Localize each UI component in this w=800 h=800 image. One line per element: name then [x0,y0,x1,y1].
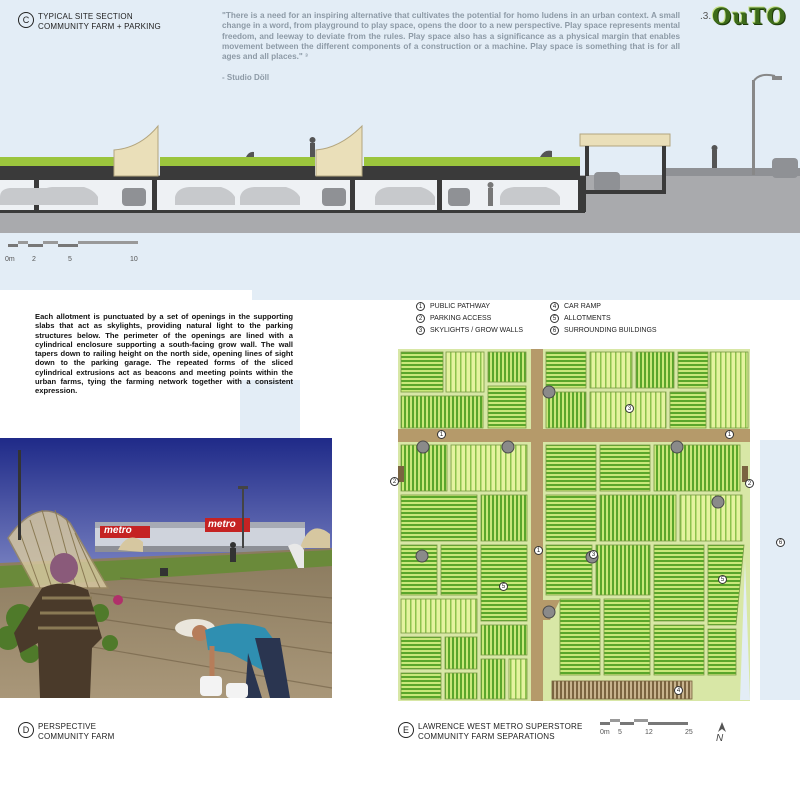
section-title-line2: COMMUNITY FARM + PARKING [38,22,161,31]
quote-text: "There is a need for an inspiring alternative that cultivates the potential for homo ludens in an urban context. A small change in a word, from playground to play space, opens the door to a new perspective. Play space represents mental freedom, and leeway to deviate from the rules. Play space also has a significance as a physical margin that enables movement between the different components of a construction or a machine. Play space is something that is for all ages and all places." ³ [222,11,680,62]
legend-num: 2 [416,314,425,323]
marker-public-pathway: 1 [725,430,734,439]
perspective-title-line1: PERSPECTIVE [38,722,97,731]
store-sign: metro [104,525,132,536]
section-scale-10: 10 [130,256,138,263]
plan-scale-12: 12 [645,729,653,736]
perspective-tag-d: D [18,722,34,738]
legend-num: 6 [550,326,559,335]
north-arrow-icon: N [716,733,724,744]
section-scale-5: 5 [68,256,72,263]
perspective-title-line2: COMMUNITY FARM [38,732,115,741]
legend-label: ALLOTMENTS [564,315,611,322]
plan-title [418,722,583,742]
marker-skylight: 3 [625,404,634,413]
legend-label: PARKING ACCESS [430,315,492,322]
section-title-line1: TYPICAL SITE SECTION [38,12,133,21]
plan-tag-e: E [398,722,414,738]
marker-public-pathway: 1 [437,430,446,439]
legend-num: 3 [416,326,425,335]
plan-scale-0: 0m [600,729,610,736]
legend-num: 4 [550,302,559,311]
section-tag-c: C [18,12,34,28]
page-number: .3. [700,11,712,22]
logo: OuTO [712,4,787,30]
legend-num: 5 [550,314,559,323]
marker-car-ramp: 4 [674,686,683,695]
marker-surrounding-buildings: 6 [776,538,785,547]
legend-label: SURROUNDING BUILDINGS [564,327,657,334]
plan-title-line2: COMMUNITY FARM SEPARATIONS [418,732,555,741]
legend-label: PUBLIC PATHWAY [430,303,491,310]
store-sign-2: metro [208,519,236,530]
plan-scale-5: 5 [618,729,622,736]
marker-allotment: 5 [718,575,727,584]
quote-source: - Studio Döll [222,73,270,82]
plan-scale-25: 25 [685,729,693,736]
marker-allotment: 5 [499,582,508,591]
marker-skylight: 3 [589,550,598,559]
section-scale-2: 2 [32,256,36,263]
marker-parking-access: 2 [390,477,399,486]
description-text: Each allotment is punctuated by a set of openings in the supporting slabs that act as skylights, providing natural light to the parking structures below. The perimeter of the openings are lined with a cylindrical enclosure supporting a south-facing grow wall. The wall tapers down to railing height on the north side, opening lines of sight down to the parking garage. The repeated forms of the sliced cylindrical extrusions act as beacons and meeting points within the urban farms, tying the farming network together with a consistent expression. [35,312,293,396]
legend-num: 1 [416,302,425,311]
legend-label: SKYLIGHTS / GROW WALLS [430,327,524,334]
marker-parking-access: 2 [745,479,754,488]
marker-public-pathway: 1 [534,546,543,555]
legend-label: CAR RAMP [564,303,601,310]
plan-title-line1: LAWRENCE WEST METRO SUPERSTORE [418,722,583,731]
section-scale-0: 0m [5,256,15,263]
